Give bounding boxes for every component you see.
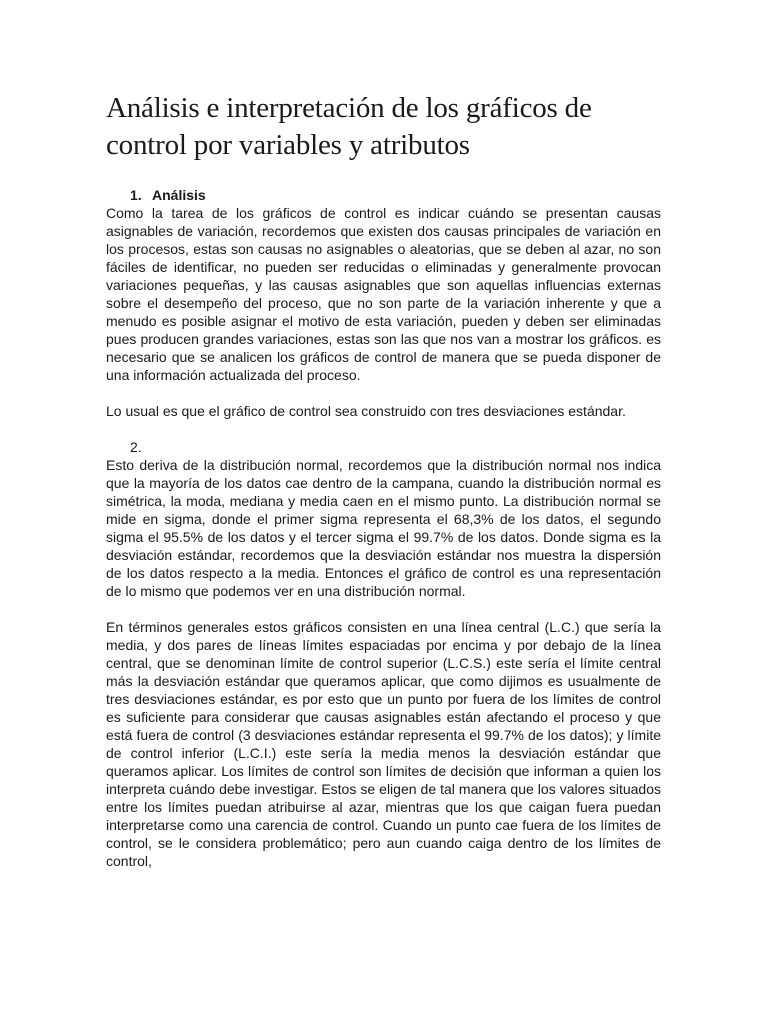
spacer: [106, 420, 661, 438]
spacer: [106, 384, 661, 402]
document-title: Análisis e interpretación de los gráficos de control por variables y atributos: [106, 92, 592, 161]
section-1-title: Análisis: [152, 187, 206, 203]
section-1-paragraph-2: Lo usual es que el gráfico de control sea construido con tres desviaciones estándar.: [106, 403, 626, 419]
section-2-paragraph-2: En términos generales estos gráficos consisten en una línea central (L.C.) que sería la media, y dos pares de líneas límites espaciadas por encima y por debajo de la línea central, que se denominan límite de control superior (L.C.S.) este sería el límite central más la desviación estándar que queramos aplicar, que como dijimos es usualmente de tres desviaciones estándar, es por esto que un punto por fuera de los límites de control es suficiente para considerar que causas asignables están afectando el proceso y que está fuera de control (3 desviaciones estándar representa el 99.7% de los datos); y límite de control inferior (L.C.I.) este sería la media menos la desviación estándar que queramos aplicar. Los límites de control son límites de decisión que informan a quien los interpreta cuándo debe investigar. Estos se eligen de tal manera que los valores situados entre los límites puedan atribuirse al azar, mientras que los que caigan fuera puedan interpretarse como una carencia de control. Cuando un punto cae fuera de los límites de control, se le considera problemático; pero aun cuando caiga dentro de los límites de control,: [106, 619, 661, 869]
section-1-paragraph-1: Como la tarea de los gráficos de control es indicar cuándo se presentan causas asignables de variación, recordemos que existen dos causas principales de variación en los procesos, estas son causas no asignables o aleatorias, que se deben al azar, no son fáciles de identificar, no pueden ser reducidas o eliminadas y generalmente provocan variaciones pequeñas, y las causas asignables que son aquellas influencias externas sobre el desempeño del proceso, que no son parte de la variación inherente y que a menudo es posible asignar el motivo de esta variación, pueden y deben ser eliminadas pues producen grandes variaciones, estas son las que nos van a mostrar los gráficos. es necesario que se analicen los gráficos de control de manera que se pueda disponer de una información actualizada del proceso.: [106, 205, 661, 383]
section-2-number: 2.: [130, 439, 142, 455]
spacer: [106, 600, 661, 618]
section-1-number: 1.: [130, 187, 142, 203]
document-page: [106, 90, 661, 870]
section-2-paragraph-1: Esto deriva de la distribución normal, recordemos que la distribución normal nos indica que la mayoría de los datos cae dentro de la campana, cuando la distribución normal es simétrica, la moda, mediana y media caen en el mismo punto. La distribución normal se mide en sigma, donde el primer sigma representa el 68,3% de los datos, el segundo sigma el 95.5% de los datos y el tercer sigma el 99.7% de los datos. Donde sigma es la desviación estándar, recordemos que la desviación estándar nos muestra la dispersión de los datos respecto a la media. Entonces el gráfico de control es una representación de lo mismo que podemos ver en una distribución normal.: [106, 457, 661, 599]
section-2-heading: [130, 438, 661, 456]
section-1-heading: [130, 186, 661, 204]
